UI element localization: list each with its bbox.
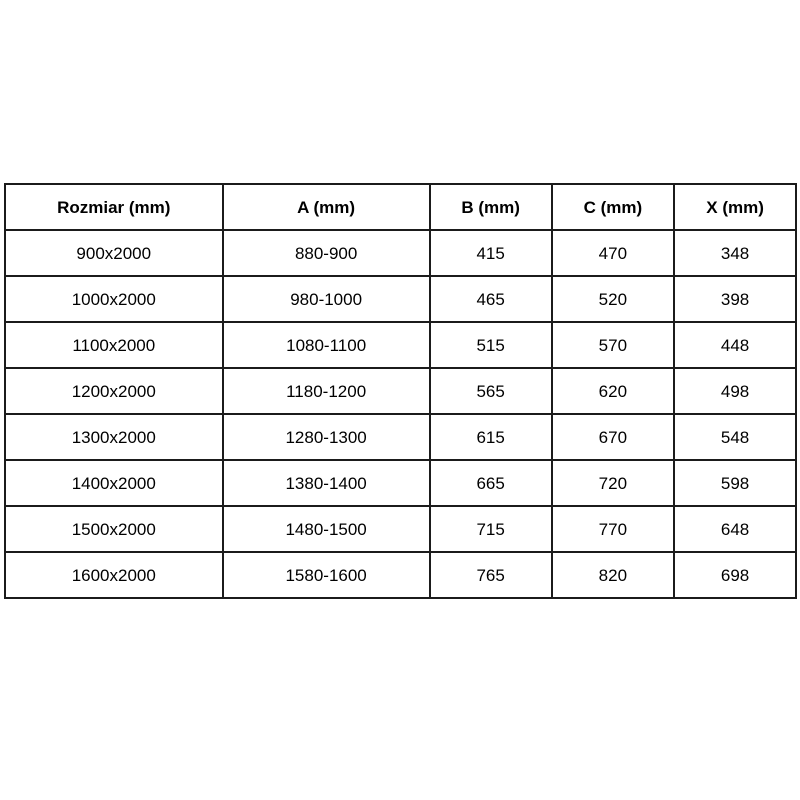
- cell-c: 720: [552, 460, 675, 506]
- cell-a: 1580-1600: [223, 552, 430, 598]
- cell-rozmiar: 1300x2000: [5, 414, 223, 460]
- cell-a: 1180-1200: [223, 368, 430, 414]
- table-row: [5, 414, 796, 460]
- cell-a: 880-900: [223, 230, 430, 276]
- cell-x: 448: [674, 322, 796, 368]
- cell-rozmiar: 1000x2000: [5, 276, 223, 322]
- cell-b: 615: [430, 414, 552, 460]
- cell-x: 498: [674, 368, 796, 414]
- cell-x: 548: [674, 414, 796, 460]
- header-c: C (mm): [552, 184, 675, 230]
- header-row: [5, 184, 796, 230]
- table-row: [5, 322, 796, 368]
- cell-rozmiar: 1100x2000: [5, 322, 223, 368]
- cell-a: 1380-1400: [223, 460, 430, 506]
- cell-rozmiar: 1500x2000: [5, 506, 223, 552]
- cell-rozmiar: 1400x2000: [5, 460, 223, 506]
- cell-rozmiar: 900x2000: [5, 230, 223, 276]
- cell-x: 348: [674, 230, 796, 276]
- cell-c: 570: [552, 322, 675, 368]
- cell-b: 415: [430, 230, 552, 276]
- cell-rozmiar: 1600x2000: [5, 552, 223, 598]
- cell-c: 820: [552, 552, 675, 598]
- cell-b: 715: [430, 506, 552, 552]
- cell-x: 598: [674, 460, 796, 506]
- dimensions-table: [4, 183, 797, 599]
- cell-a: 1280-1300: [223, 414, 430, 460]
- cell-c: 670: [552, 414, 675, 460]
- cell-b: 765: [430, 552, 552, 598]
- table-row: [5, 230, 796, 276]
- cell-a: 980-1000: [223, 276, 430, 322]
- cell-x: 648: [674, 506, 796, 552]
- cell-b: 465: [430, 276, 552, 322]
- cell-b: 515: [430, 322, 552, 368]
- cell-rozmiar: 1200x2000: [5, 368, 223, 414]
- table-row: [5, 552, 796, 598]
- cell-b: 665: [430, 460, 552, 506]
- cell-c: 520: [552, 276, 675, 322]
- cell-c: 470: [552, 230, 675, 276]
- cell-c: 770: [552, 506, 675, 552]
- cell-c: 620: [552, 368, 675, 414]
- cell-a: 1480-1500: [223, 506, 430, 552]
- cell-x: 398: [674, 276, 796, 322]
- header-x: X (mm): [674, 184, 796, 230]
- cell-x: 698: [674, 552, 796, 598]
- table-row: [5, 276, 796, 322]
- header-b: B (mm): [430, 184, 552, 230]
- header-rozmiar: Rozmiar (mm): [5, 184, 223, 230]
- header-a: A (mm): [223, 184, 430, 230]
- table-row: [5, 368, 796, 414]
- cell-b: 565: [430, 368, 552, 414]
- cell-a: 1080-1100: [223, 322, 430, 368]
- table-row: [5, 460, 796, 506]
- table-row: [5, 506, 796, 552]
